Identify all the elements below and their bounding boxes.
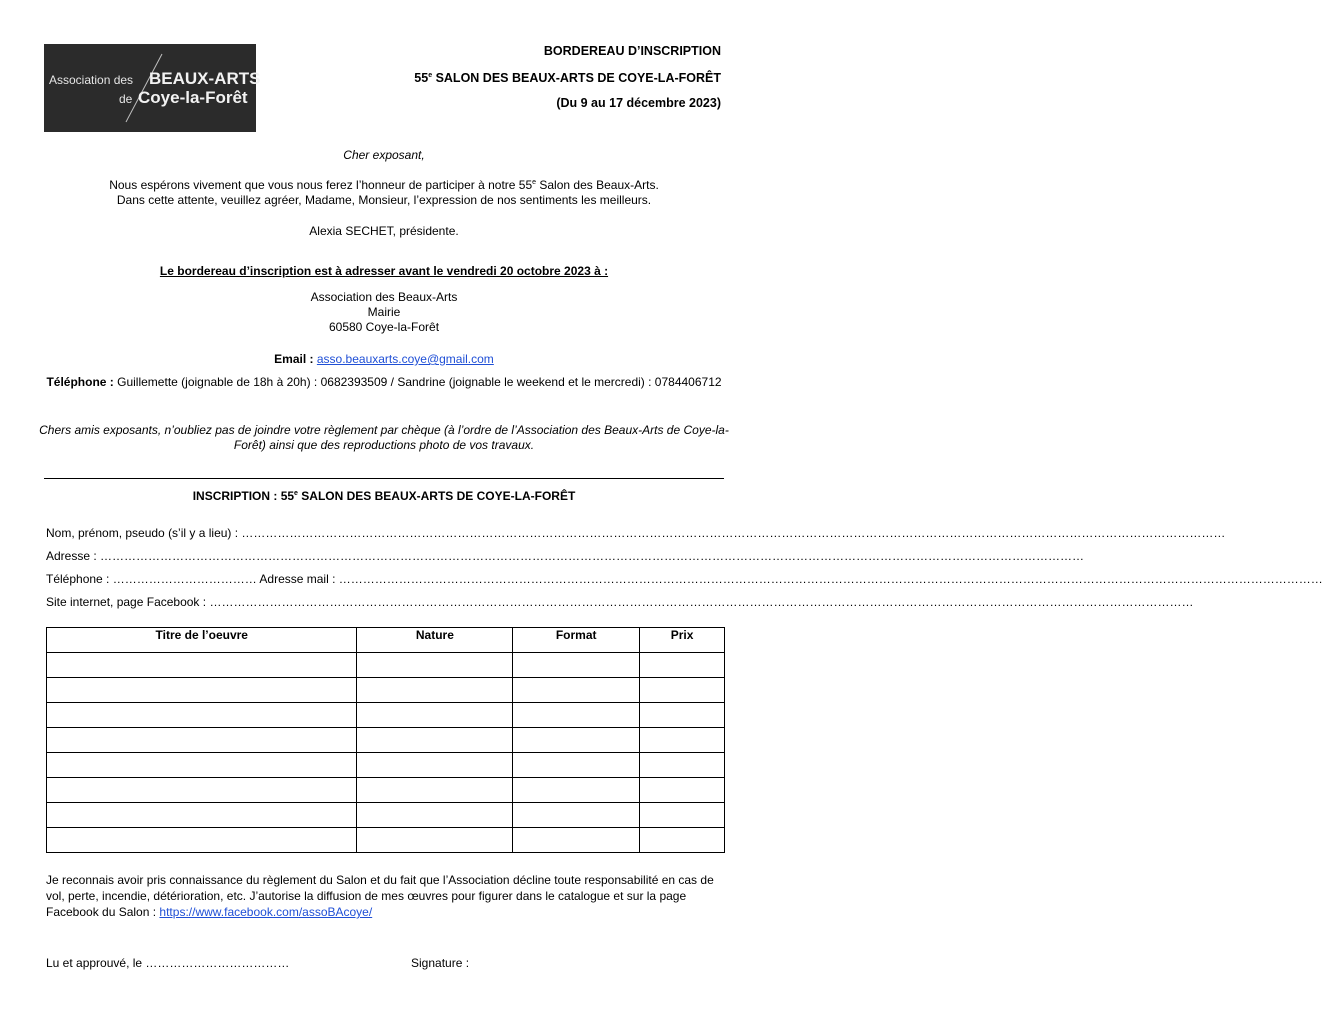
email-label: Email : [274,352,314,366]
title-cell[interactable] [47,653,357,678]
address-line-1: Association des Beaux-Arts [310,290,458,304]
nature-cell[interactable] [357,678,513,703]
format-cell[interactable] [513,753,640,778]
table-row [47,828,725,853]
logo-text-small-1: Association des [49,73,134,87]
phone-label: Téléphone : [46,375,114,389]
price-cell[interactable] [640,653,725,678]
table-row [47,753,725,778]
works-table [46,627,725,853]
table-row [47,803,725,828]
read-approved[interactable]: Lu et approuvé, le ……………………………… [46,956,290,970]
signature-label: Signature : [411,956,470,970]
format-cell[interactable] [513,678,640,703]
format-cell[interactable] [513,653,640,678]
note-line-1: Chers amis exposants, n’oubliez pas de joindre votre règlement par chèque (à l’ordre de l’Association des Beaux-Arts de Coye-la- [39,423,729,437]
address-line-3: 60580 Coye-la-Forêt [328,320,440,334]
title-cell[interactable] [47,703,357,728]
format-cell[interactable] [513,728,640,753]
price-cell[interactable] [640,728,725,753]
format-cell[interactable] [513,703,640,728]
table-row [47,728,725,753]
section-divider [44,478,724,479]
salon-title [414,71,721,85]
email-link[interactable]: asso.beauxarts.coye@gmail.com [316,352,494,366]
salon-sup: e [428,71,433,79]
nature-cell[interactable] [357,778,513,803]
table-header-row [47,628,725,653]
table-row [47,703,725,728]
col-nature: Nature [357,628,513,653]
price-cell[interactable] [640,778,725,803]
salon-title-text: SALON DES BEAUX-ARTS DE COYE-LA-FORÊT [432,71,721,85]
email-line [0,352,768,366]
price-cell[interactable] [640,828,725,853]
association-logo [44,44,261,132]
disclaimer: Je reconnais avoir pris connaissance du règlement du Salon et du fait que l’Association décline toute responsabilité en cas de vol, perte, incendie, détérioration, etc. J’autorise la diffusion de mes œuvres pour figurer dans le catalogue et sur la page Facebook du Salon : https://www.facebook.com/assoBAcoye/ [46,873,714,919]
format-cell[interactable] [513,803,640,828]
price-cell[interactable] [640,803,725,828]
facebook-link[interactable]: https://www.facebook.com/assoBAcoye/ [159,905,373,919]
logo-graphic [44,44,261,132]
website-field[interactable]: Site internet, page Facebook : ………………………………………………………………………………………………………………………………………………………………………………………………………………………… [46,595,1194,609]
phone-text: Guillemette (joignable de 18h à 20h) : 0682393509 / Sandrine (joignable le weekend et le mercredi) : 0784406712 [113,375,722,389]
col-format: Format [513,628,640,653]
president-signature: Alexia SECHET, présidente. [309,224,459,238]
deadline-notice: Le bordereau d’inscription est à adresser avant le vendredi 20 octobre 2023 à : [159,264,609,278]
address-label: Adresse : [46,549,101,563]
format-cell[interactable] [513,828,640,853]
phone-field-label: Téléphone : [46,572,113,586]
logo-text-big-2: Coye-la-Forêt [138,88,248,107]
mail-field-label: Adresse mail : [259,572,339,586]
address-line-2: Mairie [367,305,401,319]
salon-number: 55 [414,71,429,85]
logo-text-small-2: de [119,92,133,106]
letter-line-2: Dans cette attente, veuillez agréer, Madame, Monsieur, l’expression de nos sentiments les meilleurs. [116,193,652,207]
title-cell[interactable] [47,728,357,753]
nature-cell[interactable] [357,803,513,828]
title-cell[interactable] [47,828,357,853]
phone-mail-field[interactable]: Téléphone : ……………………………… Adresse mail : ………………………………………………………………………………………………………………………………………………………………………………………………………………………… [46,572,1323,586]
table-row [47,653,725,678]
logo-text-big-1: BEAUX-ARTS [149,69,261,88]
price-cell[interactable] [640,703,725,728]
nature-cell[interactable] [357,653,513,678]
price-cell[interactable] [640,678,725,703]
title-cell[interactable] [47,803,357,828]
title-cell[interactable] [47,678,357,703]
salon-dates: (Du 9 au 17 décembre 2023) [556,96,721,110]
phone-line [0,375,768,389]
website-label: Site internet, page Facebook : [46,595,210,609]
name-field[interactable]: Nom, prénom, pseudo (s’il y a lieu) : ………………………………………………………………………………………………………………………………………………………………………………………………………………………… [46,526,1226,540]
nature-cell[interactable] [357,728,513,753]
document-title: BORDEREAU D’INSCRIPTION [543,44,721,58]
title-cell[interactable] [47,753,357,778]
nature-cell[interactable] [357,753,513,778]
nature-cell[interactable] [357,703,513,728]
letter-line-1: Nous espérons vivement que vous nous ferez l’honneur de participer à notre 55e Salon des Beaux-Arts. [109,178,659,192]
col-price: Prix [640,628,725,653]
nature-cell[interactable] [357,828,513,853]
format-cell[interactable] [513,778,640,803]
note-line-2: Forêt) ainsi que des reproductions photo de vos travaux. [233,438,535,452]
address-field[interactable]: Adresse : ………………………………………………………………………………………………………………………………………………………………………………………………………………………… [46,549,1085,563]
form-title: INSCRIPTION : 55e SALON DES BEAUX-ARTS DE COYE-LA-FORÊT [192,489,576,503]
col-title: Titre de l’oeuvre [47,628,357,653]
name-label: Nom, prénom, pseudo (s’il y a lieu) : [46,526,242,540]
table-row [47,778,725,803]
greeting: Cher exposant, [343,148,425,162]
price-cell[interactable] [640,753,725,778]
table-row [47,678,725,703]
title-cell[interactable] [47,778,357,803]
